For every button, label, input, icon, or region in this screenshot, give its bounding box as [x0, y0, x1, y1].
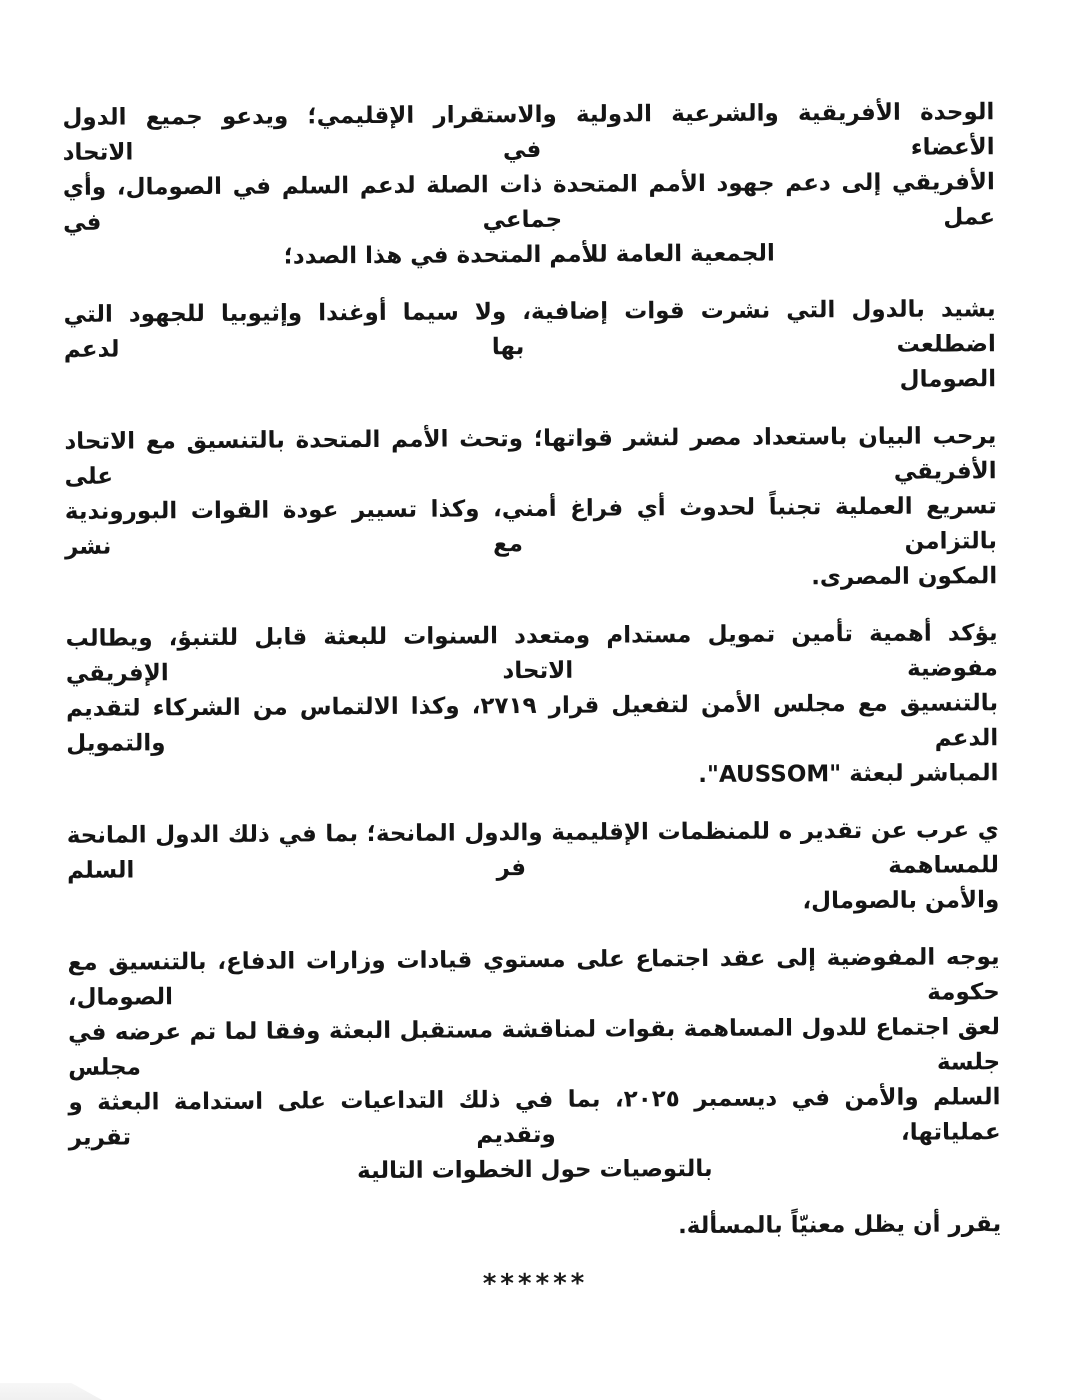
page-corner-shadow — [0, 1383, 102, 1400]
paragraph-welcomes-egypt-deployment — [64, 419, 997, 600]
text-line: بالتنسيق مع مجلس الأمن لتفعيل قرار ٢٧١٩، وكذا الالتماس من الشركاء لتقديم الدعم والتمويل — [65, 690, 999, 757]
text-line: المكون المصرى. — [811, 563, 998, 591]
paragraph-unity-support — [62, 95, 995, 276]
text-line: تسريع العملية تجنباً لحدوث أي فراغ أمني، وكذا تسيير عودة القوات البوروندية بالتزامن مع نشر — [64, 493, 998, 560]
text-line: ي عرب عن تقدير ه للمنظمات الإقليمية والدول المانحة؛ بما في ذلك الدول المانحة للمساهمة فر السلم — [66, 817, 1000, 884]
text-line: يؤكد أهمية تأمين تمويل مستدام ومتعدد السنوات للبعثة قابل للتنبؤ، ويطالب مفوضية الاتحاد الإفريقي — [65, 620, 998, 687]
text-line: الجمعية العامة للأمم المتحدة في هذا الصدد؛ — [283, 240, 775, 270]
text-line: يقرر أن يظل معنيّاً بالمسألة. — [677, 1211, 1002, 1240]
text-line: لعق اجتماع للدول المساهمة بقوات لمناقشة مستقبل البعثة وفقا لما تم عرضه في جلسة مجلس — [67, 1014, 1001, 1081]
text-line: يوجه المفوضية إلى عقد اجتماع على مستوي قيادات وزارات الدفاع، بالتنسيق مع حكومة الصومال، — [67, 944, 1000, 1011]
text-line: الأفريقي إلى دعم جهود الأمم المتحدة ذات الصلة لدعم السلم في الصومال، وأي عمل جماعي في — [62, 169, 996, 236]
text-line: الصومال — [899, 366, 997, 393]
paragraph-appreciation-donors — [67, 813, 1000, 924]
text-line: الوحدة الأفريقية والشرعية الدولية والاستقرار الإقليمي؛ ويدعو جميع الدول الأعضاء في الاتحاد — [62, 99, 995, 166]
text-line: السلم والأمن في ديسمبر ٢٠٢٥، بما في ذلك التداعيات على استدامة البعثة و عملياتها، وتقديم تقرير — [68, 1084, 1001, 1151]
text-line: المباشر لبعثة "AUSSOM". — [698, 760, 999, 788]
paragraph-defense-ministers-meeting — [67, 940, 1000, 1191]
text-line: يشيد بالدول التي نشرت قوات إضافية، ولا سيما أوغندا وإثيوبيا للجهود التي اضطلعت بها لدعم — [63, 296, 996, 363]
text-line: يرحب البيان باستعداد مصر لنشر قواتها؛ وتحث الأمم المتحدة بالتنسيق مع الاتحاد الأفريقي على — [64, 423, 997, 490]
paragraph-sustainable-funding-aussom — [66, 616, 999, 797]
text-line: والأمن بالصومال، — [802, 887, 1000, 915]
document-text-block — [62, 95, 1001, 1305]
paragraph-commends-troop-countries — [64, 292, 997, 403]
end-of-document-marker: ****** — [482, 1268, 589, 1300]
paragraph-remain-seized — [69, 1207, 1001, 1248]
text-line: بالتوصيات حول الخطوات التالية — [357, 1155, 713, 1185]
